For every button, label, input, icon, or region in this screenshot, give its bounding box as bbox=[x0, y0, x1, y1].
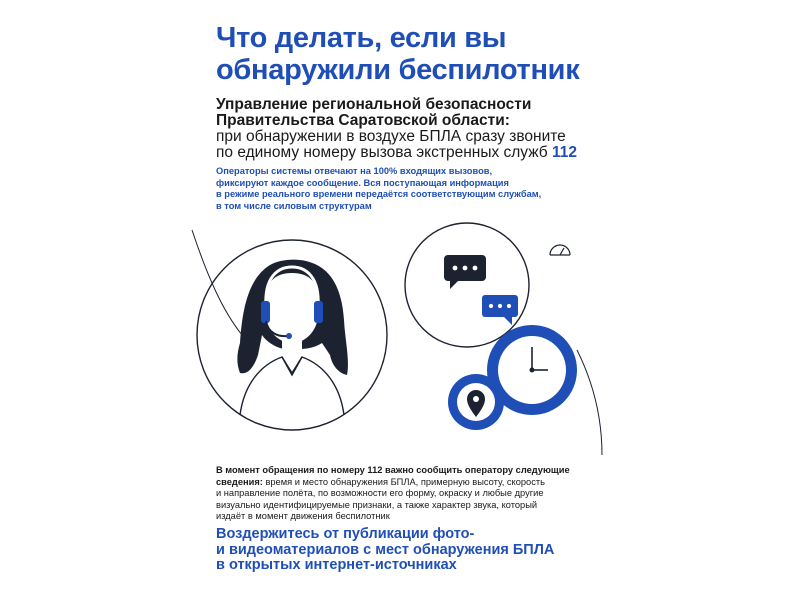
illustration bbox=[182, 215, 618, 470]
details-line-3: и направление полёта, по возможности его форму, окраску и любые другие bbox=[216, 488, 544, 498]
speedometer-icon bbox=[550, 245, 570, 255]
chat-bubble-icon-2 bbox=[482, 295, 518, 325]
warning-line-1: Воздержитесь от публикации фото- bbox=[216, 526, 475, 542]
decorative-curve-right bbox=[577, 350, 602, 455]
operators-line-2: фиксируют каждое сообщение. Вся поступающая информация bbox=[216, 177, 509, 188]
details-bold-2: сведения: bbox=[216, 476, 263, 487]
subtitle-instruction-line-1: при обнаружении в воздухе БПЛА сразу звоните bbox=[216, 128, 566, 145]
page-title bbox=[216, 22, 616, 86]
warning-line-3: в открытых интернет-источниках bbox=[216, 557, 457, 573]
operators-note bbox=[216, 166, 596, 212]
warning-line-2: и видеоматериалов с мест обнаружения БПЛА bbox=[216, 541, 555, 558]
operators-line-4: в том числе силовым структурам bbox=[216, 200, 372, 211]
operator-headset-icon bbox=[237, 260, 348, 415]
chat-bubble-icon bbox=[444, 255, 486, 289]
title-line-1: Что делать, если вы bbox=[216, 22, 507, 54]
subtitle-instruction bbox=[216, 129, 616, 161]
subtitle-instruction-line-2-wrap bbox=[216, 145, 616, 161]
details-line-1 bbox=[216, 465, 616, 477]
details-bold-1: В момент обращения по номеру 112 важно сообщить оператору следующие bbox=[216, 465, 570, 475]
operators-line-3: в режиме реального времени передаётся соответствующим службам, bbox=[216, 189, 542, 199]
subtitle-org-line-2: Правительства Саратовской области: bbox=[216, 112, 510, 129]
operators-line-1: Операторы системы отвечают на 100% входящих вызовов, bbox=[216, 166, 493, 176]
subtitle-org bbox=[216, 97, 616, 129]
details-line-5: издаёт в момент движения беспилотник bbox=[216, 511, 390, 521]
location-pin-icon bbox=[448, 374, 504, 430]
details-line-4: визуально идентифицируемые признаки, а также характер звука, который bbox=[216, 499, 538, 510]
info-circle bbox=[405, 223, 529, 347]
details-note bbox=[216, 465, 616, 523]
decorative-curve bbox=[192, 230, 242, 335]
details-line-2 bbox=[216, 477, 616, 489]
subtitle-instruction-line-2: по единому номеру вызова экстренных служб bbox=[216, 144, 548, 161]
emergency-number: 112 bbox=[551, 144, 577, 161]
title-line-2: обнаружили беспилотник bbox=[216, 54, 580, 86]
warning-note bbox=[216, 527, 616, 574]
details-line-2-rest: время и место обнаружения БПЛА, примерную высоту, скорость bbox=[262, 476, 545, 487]
poster bbox=[182, 0, 618, 600]
subtitle-org-line-1: Управление региональной безопасности bbox=[216, 96, 532, 113]
